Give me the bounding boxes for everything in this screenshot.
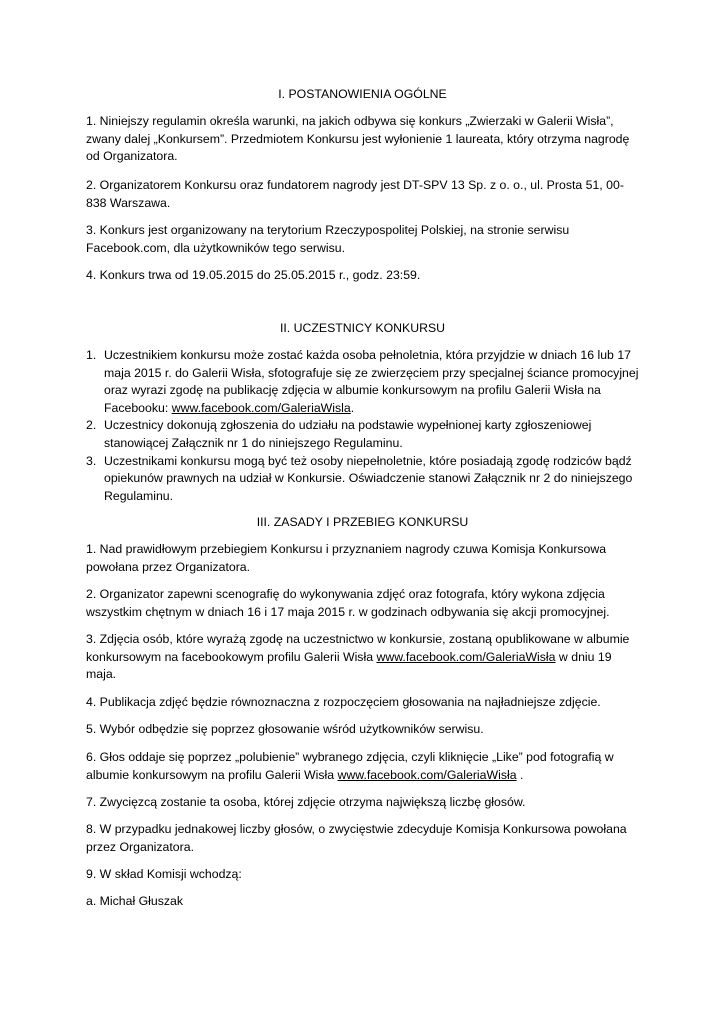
facebook-link[interactable]: www.facebook.com/GaleriaWisla xyxy=(171,400,351,415)
section-title-rules: III. ZASADY I PRZEBIEG KONKURSU xyxy=(256,515,469,529)
list-item-text: Uczestnikami konkursu mogą być też osoby niepełnoletnie, które posiadają zgodę rodziców bądź opiekunów prawnych na udział w Konkursie. Oświadczenie stanowi Załącznik nr 2 do niniejszego Regulaminu. xyxy=(104,453,633,503)
list-item-text: Uczestnikiem konkursu może zostać każda osoba pełnoletnia, która przyjdzie w dniach 16 lub 17 maja 2015 r. do Galerii Wisła, sfotografuje się ze zwierzęciem przy specjalnej ściance promocyjnej oraz wyrazi zgodę na publikację zdjęcia w albumie konkursowym na profilu Galerii Wisła na Facebooku: xyxy=(104,348,639,415)
paragraph-3-9: 9. W skład Komisji wchodzą: xyxy=(86,867,242,881)
section-title-general: I. POSTANOWIENIA OGÓLNE xyxy=(278,87,447,101)
facebook-link[interactable]: www.facebook.com/GaleriaWisła xyxy=(337,767,517,782)
paragraph-1-1: 1. Niniejszy regulamin określa warunki, na jakich odbywa się konkurs „Zwierzaki w Galerii Wisła”, zwany dalej „Konkursem”. Przedmiotem Konkursu jest wyłonienie 1 laureata, który otrzyma nagrodę od Organizatora. xyxy=(86,114,630,164)
list-item-text: Uczestnicy dokonują zgłoszenia do udziału na podstawie wypełnionej karty zgłoszeniowej stanowiącej Załącznik nr 1 do niniejszego Regulaminu. xyxy=(104,418,592,450)
paragraph-3-6-text: 6. Głos oddaje się poprzez „polubienie” wybranego zdjęcia, czyli kliknięcie „Like” pod fotografią w albumie konkursowym na profilu Galerii Wisła xyxy=(86,750,614,782)
list-item xyxy=(86,347,641,417)
paragraph-3-2: 2. Organizator zapewni scenografię do wykonywania zdjęć oraz fotografa, który wykona zdjęcia wszystkim chętnym w dniach 16 i 17 maja 2015 r. w godzinach odbywania się akcji promocyjnej. xyxy=(86,587,610,619)
paragraph-3-4: 4. Publikacja zdjęć będzie równoznaczna z rozpoczęciem głosowania na najładniejsze zdjęcie. xyxy=(86,695,601,709)
list-item-number: 1. xyxy=(86,348,97,362)
list-item-number: 2. xyxy=(86,418,97,433)
paragraph-1-4: 4. Konkurs trwa od 19.05.2015 do 25.05.2015 r., godz. 23:59. xyxy=(86,268,421,282)
paragraph-3-5: 5. Wybór odbędzie się poprzez głosowanie wśród użytkowników serwisu. xyxy=(86,722,484,736)
list-item-text-end: . xyxy=(350,400,355,415)
list-item xyxy=(86,417,641,452)
facebook-link[interactable]: www.facebook.com/GaleriaWisła xyxy=(376,649,556,664)
paragraph-3-a: a. Michał Głuszak xyxy=(86,894,184,908)
paragraph-3-3 xyxy=(86,631,641,684)
paragraph-3-7: 7. Zwycięzcą zostanie ta osoba, której zdjęcie otrzyma największą liczbę głosów. xyxy=(86,795,526,809)
paragraph-1-3: 3. Konkurs jest organizowany na terytorium Rzeczypospolitej Polskiej, na stronie serwisu Facebook.com, dla użytkowników tego serwisu. xyxy=(86,223,570,255)
paragraph-3-6-text-end: . xyxy=(516,767,524,782)
list-item-number: 3. xyxy=(86,453,97,468)
participants-list xyxy=(86,347,641,505)
paragraph-1-2: 2. Organizatorem Konkursu oraz fundatorem nagrody jest DT-SPV 13 Sp. z o. o., ul. Prosta 51, 00-838 Warszawa. xyxy=(86,178,624,210)
paragraph-3-1: 1. Nad prawidłowym przebiegiem Konkursu i przyznaniem nagrody czuwa Komisja Konkursowa powołana przez Organizatora. xyxy=(86,542,607,574)
paragraph-3-8: 8. W przypadku jednakowej liczby głosów, o zwycięstwie zdecyduje Komisja Konkursowa powołana przez Organizatora. xyxy=(86,822,627,854)
list-item xyxy=(86,453,641,506)
section-title-participants: II. UCZESTNICY KONKURSU xyxy=(279,321,446,335)
paragraph-3-3-text-end: w dniu 19 maja. xyxy=(86,649,612,682)
paragraph-3-3-text: 3. Zdjęcia osób, które wyrażą zgodę na uczestnictwo w konkursie, zostaną opublikowane w albumie konkursowym na facebookowym profilu Galerii Wisła xyxy=(86,632,630,664)
paragraph-3-6 xyxy=(86,749,641,784)
